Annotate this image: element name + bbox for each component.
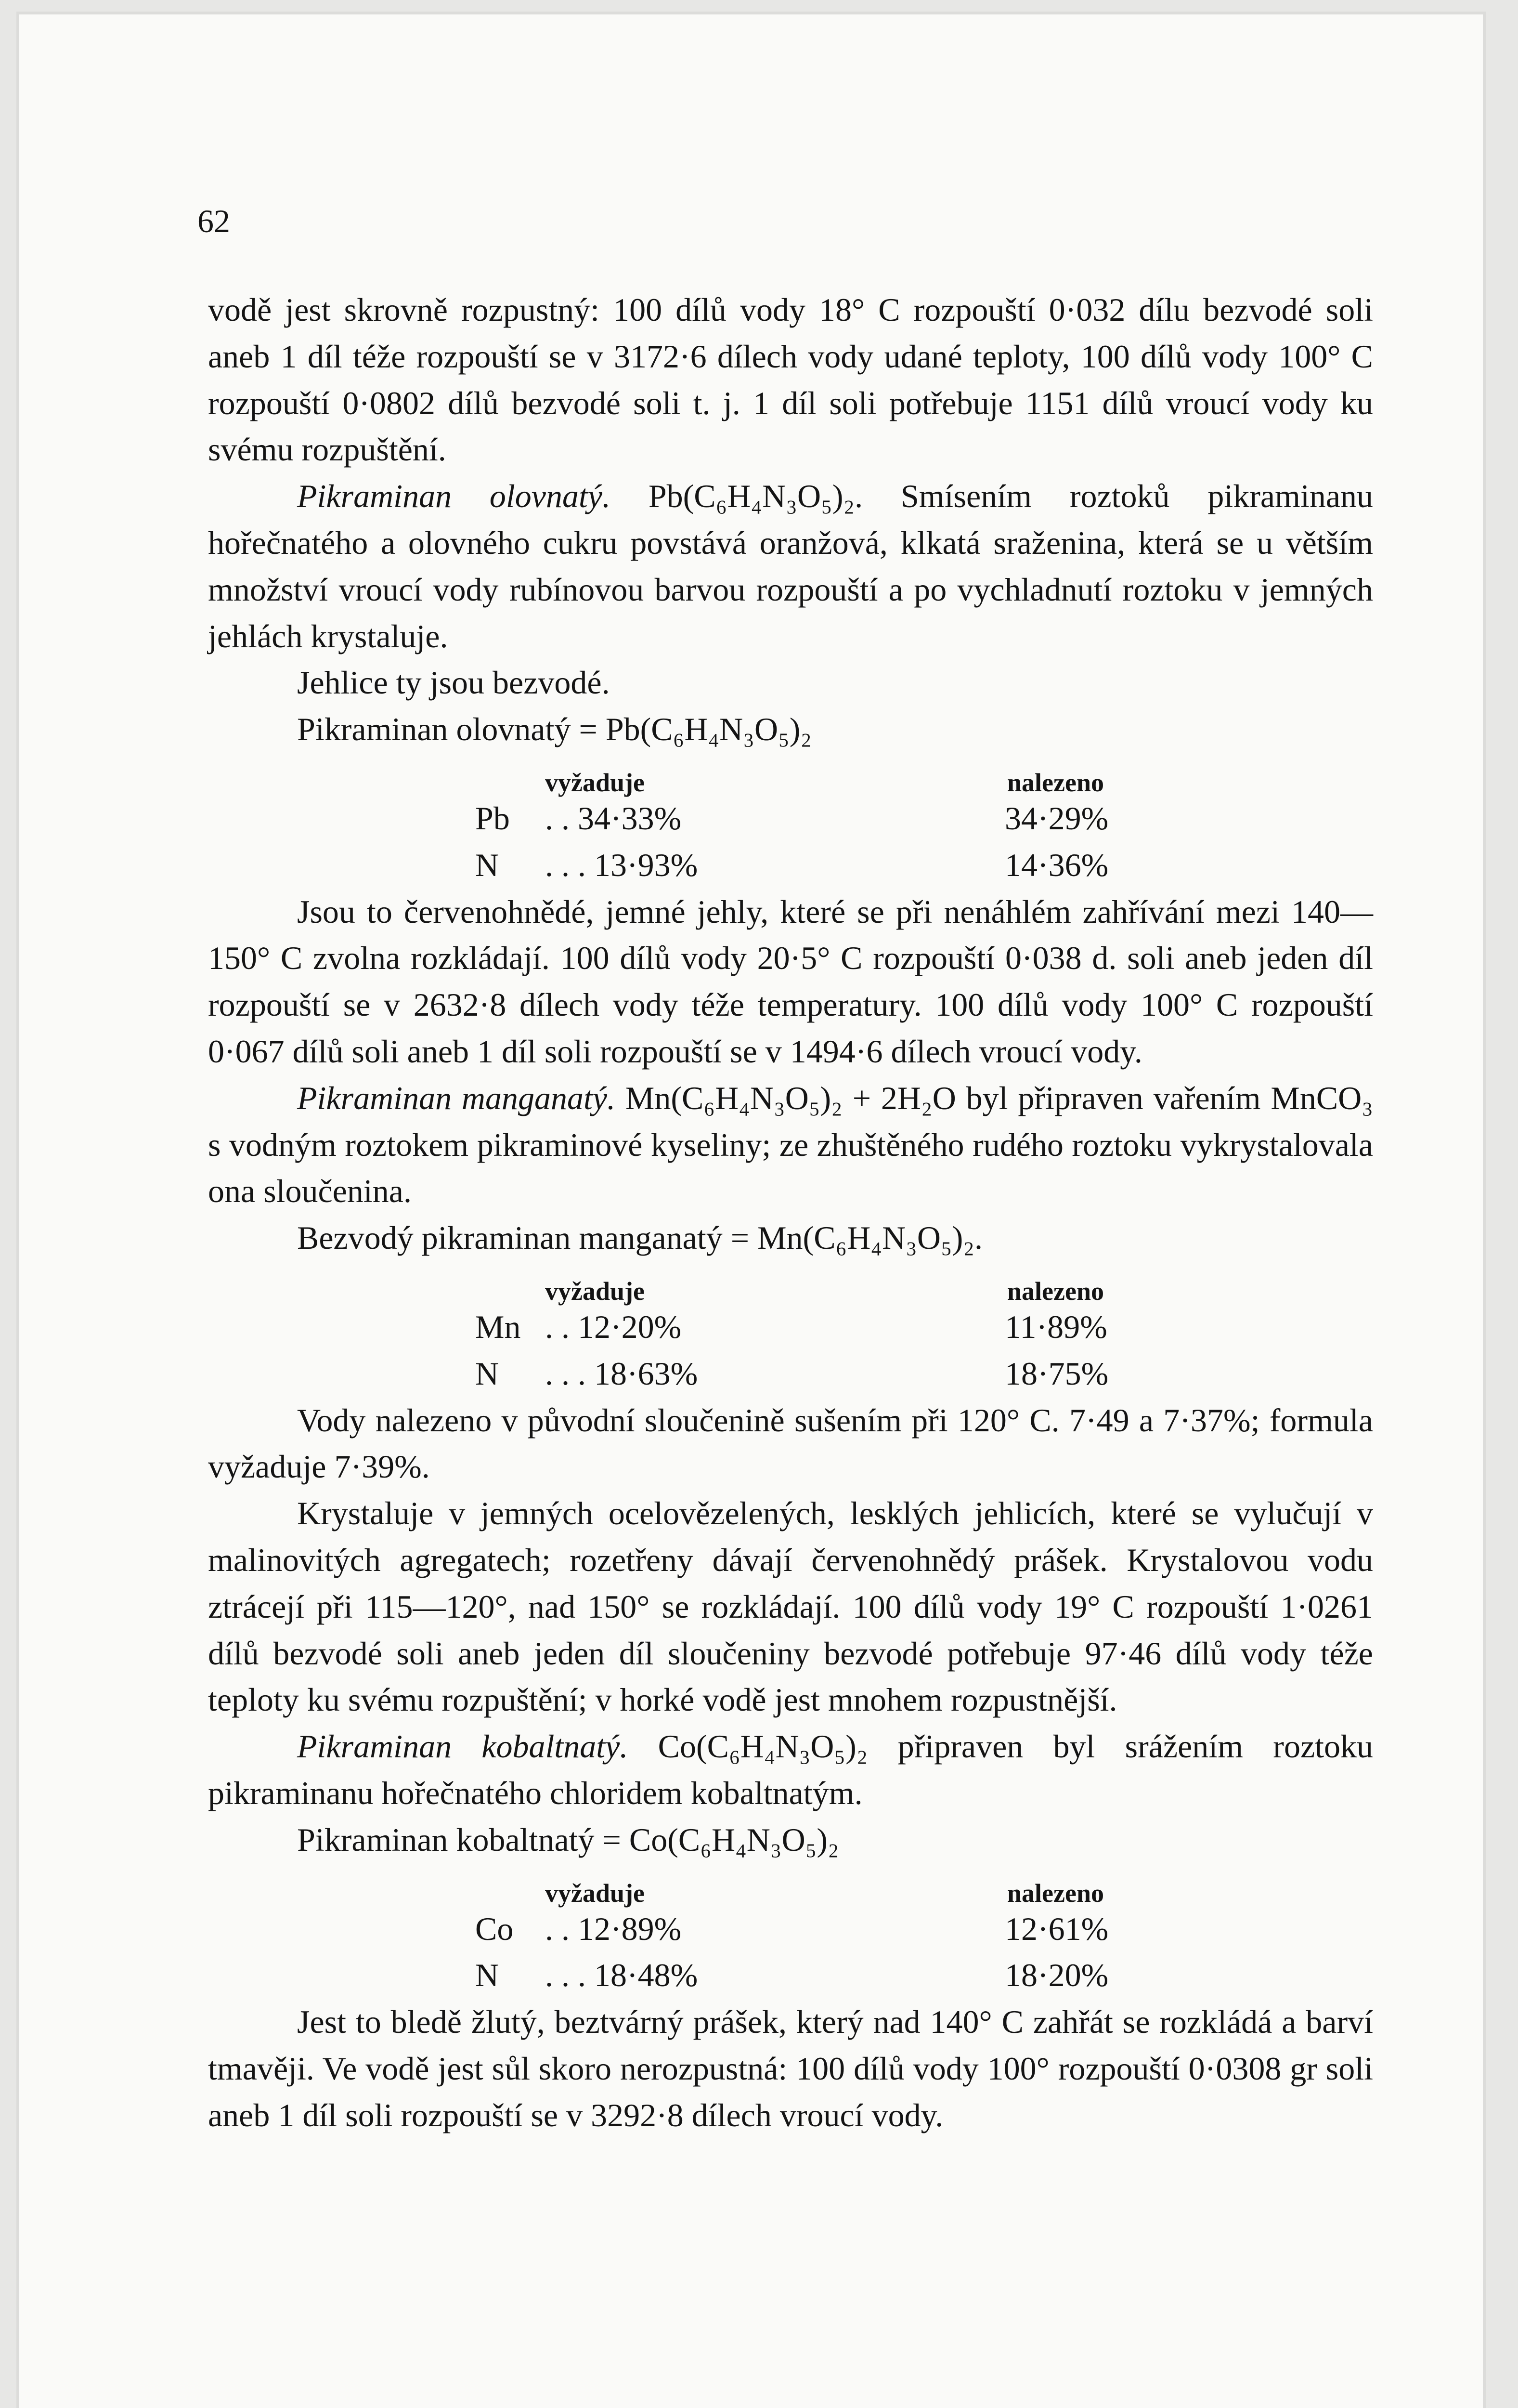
lead-salt-description: Smísením roztoků pikraminanu hořečnatého a olovného cukru povstává oranžová, klkatá sraženina, která se u větším množství vroucí vody rubínovou barvou rozpouští a po vychladnutí roztoku v jemných jehlách krystaluje.: [208, 478, 1374, 654]
header-required: vyžaduje: [545, 768, 645, 797]
paragraph-lead-salt: [208, 473, 1373, 659]
manganese-analysis-table: [208, 1261, 1373, 1397]
table-header: [208, 1261, 1373, 1304]
manganese-salt-properties: Krystaluje v jemných ocelovězelených, lesklých jehlicích, které se vylučují v malinovitých agregatech; rozetřeny dávají červenohnědý prášek. Krystalovou vodu ztrácejí při 115—120°, nad 150° se rozkládají. 100 dílů vody 19° C rozpouští 1·0261 dílů bezvodé soli aneb jeden díl sloučeniny bezvodé potřebuje 97·46 dílů vody téže teploty ku svému rozpuštění; v horké vodě jest mnohem rozpustnější.: [208, 1495, 1373, 1718]
required-cell: . . 12·20%: [545, 1308, 682, 1345]
paragraph-solubility: vodě jest skrovně rozpustný: 100 dílů vody 18° C rozpouští 0·032 dílu bezvodé soli aneb 1 díl téže rozpouští se v 3172·6 dílech vody udané teploty, 100 dílů vody 100° C rozpouští 0·0802 dílů bezvodé soli t. j. 1 díl soli potřebuje 1151 dílů vroucí vody ku svému rozpuštění.: [208, 291, 1373, 468]
table-row: [208, 1952, 1373, 1999]
cobalt-salt-formula: Co(C₆H₄N₃O₅)₂: [658, 1728, 868, 1765]
paragraph-manganese-salt: [208, 1075, 1373, 1215]
found-cell: 14·36%: [1005, 846, 1109, 883]
table-header: [208, 1863, 1373, 1906]
table-row: [208, 842, 1373, 889]
required-cell: . . . 13·93%: [545, 846, 698, 883]
page-number: 62: [197, 203, 230, 239]
header-found: nalezeno: [1007, 1276, 1104, 1306]
element-cell: N: [475, 846, 499, 883]
manganese-salt-description: byl připraven vařením MnCO₃ s vodným roztokem pikraminové kyseliny; ze zhuštěného rudého roztoku vykrystalovala ona sloučenina.: [208, 1079, 1373, 1210]
required-cell: . . . 18·48%: [545, 1957, 698, 1994]
required-cell: . . . 18·63%: [545, 1355, 698, 1392]
element-cell: N: [475, 1957, 499, 1994]
header-found: nalezeno: [1007, 768, 1104, 797]
paragraph-cobalt-salt: [208, 1723, 1373, 1817]
required-cell: . . 34·33%: [545, 799, 682, 837]
table-row: [208, 1304, 1373, 1350]
table-row: [208, 795, 1373, 842]
cobalt-salt-description: připraven byl srážením roztoku pikraminanu hořečnatého chloridem kobaltnatým.: [208, 1728, 1374, 1811]
lead-analysis-table: [208, 753, 1373, 889]
element-cell: Co: [475, 1910, 514, 1947]
table-row: [208, 1350, 1373, 1397]
manganese-salt-name: Pikraminan manganatý.: [297, 1079, 616, 1116]
found-cell: 12·61%: [1005, 1910, 1109, 1947]
table-row: [208, 1906, 1373, 1952]
found-cell: 34·29%: [1005, 799, 1109, 837]
lead-salt-formula-line: Pikraminan olovnatý = Pb(C₆H₄N₃O₅)₂: [297, 711, 812, 748]
element-cell: N: [475, 1355, 499, 1392]
manganese-water-content: Vody nalezeno v původní sloučenině sušením při 120° C. 7·49 a 7·37%; formula vyžaduje 7·39%.: [208, 1401, 1373, 1485]
header-required: vyžaduje: [545, 1878, 645, 1908]
manganese-salt-formula-line: Bezvodý pikraminan manganatý = Mn(C₆H₄N₃O₅)₂.: [297, 1219, 983, 1256]
lead-salt-name: Pikraminan olovnatý.: [297, 478, 611, 515]
lead-salt-formula: Pb(C₆H₄N₃O₅)₂.: [648, 478, 863, 515]
manganese-salt-formula: Mn(C₆H₄N₃O₅)₂ + 2H₂O: [625, 1079, 956, 1116]
element-cell: Mn: [475, 1308, 521, 1345]
found-cell: 18·20%: [1005, 1957, 1109, 1994]
element-cell: Pb: [475, 799, 510, 837]
found-cell: 18·75%: [1005, 1355, 1109, 1392]
cobalt-salt-name: Pikraminan kobaltnatý.: [297, 1728, 628, 1765]
table-header: [208, 753, 1373, 795]
cobalt-salt-formula-line: Pikraminan kobaltnatý = Co(C₆H₄N₃O₅)₂: [297, 1821, 839, 1858]
body-text: [208, 287, 1373, 2138]
found-cell: 11·89%: [1005, 1308, 1107, 1345]
page: [19, 14, 1483, 2408]
lead-salt-properties: Jsou to červenohnědé, jemné jehly, které se při nenáhlém zahřívání mezi 140—150° C zvolna rozkládají. 100 dílů vody 20·5° C rozpouští 0·038 d. soli aneb jeden díl rozpouští se v 2632·8 dílech vody téže temperatury. 100 dílů vody 100° C rozpouští 0·067 dílů soli aneb 1 díl soli rozpouští se v 1494·6 dílech vroucí vody.: [208, 893, 1373, 1070]
cobalt-salt-properties: Jest to bledě žlutý, beztvárný prášek, který nad 140° C zahřát se rozkládá a barví tmavěji. Ve vodě jest sůl skoro nerozpustná: 100 dílů vody 100° rozpouští 0·0308 gr soli aneb 1 díl soli rozpouští se v 3292·8 dílech vroucí vody.: [208, 2003, 1373, 2133]
lead-salt-note: Jehlice ty jsou bezvodé.: [297, 664, 610, 701]
header-found: nalezeno: [1007, 1878, 1104, 1908]
required-cell: . . 12·89%: [545, 1910, 682, 1947]
cobalt-analysis-table: [208, 1863, 1373, 1999]
header-required: vyžaduje: [545, 1276, 645, 1306]
